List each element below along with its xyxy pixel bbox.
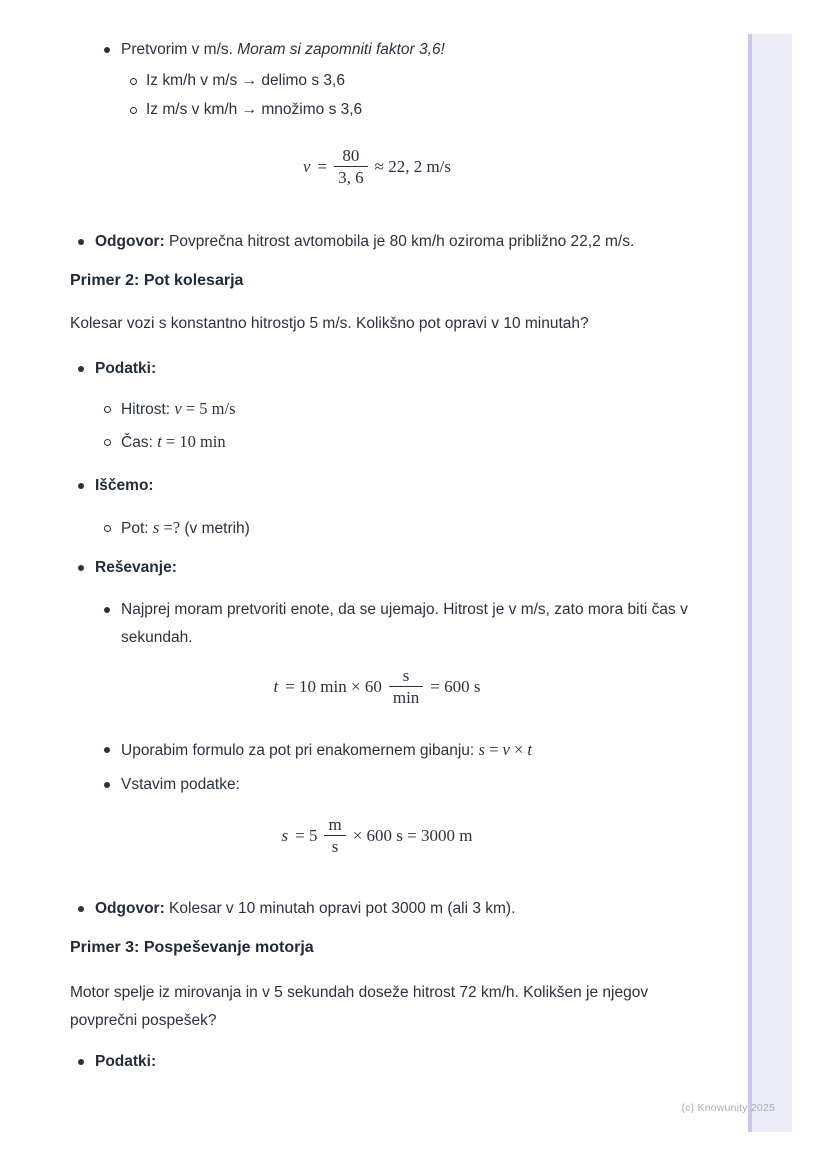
- fraction-denominator: 3, 6: [338, 168, 364, 187]
- podatki-label: Podatki:: [95, 360, 157, 377]
- resevanje-label: Reševanje:: [95, 559, 177, 576]
- pot-note: (v metrih): [180, 520, 250, 537]
- odgovor-body: Kolesar v 10 minutah opravi pot 3000 m (ali 3 km).: [164, 900, 516, 917]
- formula-result: ≈ 22, 2 m/s: [374, 156, 452, 176]
- fraction: [389, 665, 423, 708]
- section-heading-primer-3: Primer 3: Pospeševanje motorja: [70, 939, 314, 956]
- cas-label: Čas:: [121, 434, 158, 451]
- formula-result: × 600 s = 3000 m: [352, 825, 473, 845]
- list-item-step-2: [70, 736, 710, 765]
- step-3-text: Vstavim podatke:: [121, 776, 240, 793]
- pot-value: =?: [159, 518, 181, 537]
- fraction-denominator: min: [392, 688, 420, 707]
- section-heading-primer-2: Primer 2: Pot kolesarja: [70, 272, 244, 289]
- bullet-disc-icon: [78, 906, 84, 912]
- podatki-label: Podatki:: [95, 1053, 157, 1070]
- fraction-denominator: s: [331, 837, 339, 856]
- formula-var: s: [281, 825, 289, 845]
- primer-2-intro: Kolesar vozi s konstantno hitrostjo 5 m/s. Kolikšno pot opravi v 10 minutah?: [70, 315, 589, 332]
- copyright-watermark: (c) Knowunity 2025: [681, 1102, 775, 1114]
- step-2-lead: Uporabim formulo za pot pri enakomernem gibanju:: [121, 742, 479, 759]
- cas-var: t: [157, 432, 162, 451]
- formula-var: t: [273, 676, 279, 696]
- list-item-podatki-3: [70, 1048, 710, 1076]
- list-item-odgovor-1: [70, 228, 710, 256]
- document-content: [70, 0, 710, 1076]
- list-item-podatki-2: [70, 355, 710, 383]
- page-edge-decoration: [748, 34, 792, 1132]
- bullet-disc-icon: [104, 747, 110, 753]
- fraction-numerator: 80: [334, 145, 368, 167]
- list-item-pot: [70, 514, 710, 543]
- step-1-text: Najprej moram pretvoriti enote, da se ujemajo. Hitrost je v m/s, zato mora biti čas v sekundah.: [121, 601, 688, 646]
- fraction-numerator: s: [389, 665, 423, 687]
- formula-lhs: = 5: [295, 825, 318, 845]
- list-item-odgovor-2: [70, 895, 710, 923]
- odgovor-1-text: [70, 228, 710, 256]
- hitrost-var: v: [174, 399, 182, 418]
- math-var-v: v: [502, 740, 510, 759]
- bullet-disc-icon: [78, 565, 84, 571]
- resevanje-label-wrap: [70, 554, 710, 582]
- formula-result: = 600 s: [430, 676, 481, 696]
- pot-text: [70, 514, 710, 543]
- iscemo-label: Iščemo:: [95, 477, 154, 494]
- math-var-t: t: [527, 740, 533, 759]
- list-item-text: [70, 36, 710, 64]
- step-2-text: [70, 736, 710, 765]
- list-item-ms-to-kmh: [70, 96, 710, 124]
- bullet-circle-icon: [104, 406, 111, 413]
- odgovor-label: Odgovor:: [95, 900, 165, 917]
- bullet-circle-icon: [104, 525, 111, 532]
- formula-distance: [70, 814, 710, 857]
- odgovor-body: Povprečna hitrost avtomobila je 80 km/h oziroma približno 22,2 m/s.: [164, 233, 635, 250]
- list-item-pretvorim: [70, 36, 710, 64]
- list-item-kmh-to-ms: [70, 67, 710, 95]
- formula-velocity: [70, 145, 710, 188]
- list-item-step-1: [70, 596, 710, 652]
- cas-value: = 10 min: [161, 432, 226, 451]
- hitrost-value: = 5 m/s: [181, 399, 236, 418]
- pot-label: Pot:: [121, 520, 153, 537]
- bullet-circle-icon: [104, 439, 111, 446]
- list-item-cas: [70, 428, 710, 457]
- primer-3-intro: Motor spelje iz mirovanja in v 5 sekundah doseže hitrost 72 km/h. Kolikšen je njegov povprečni pospešek?: [70, 984, 649, 1029]
- math-op-times: ×: [509, 740, 528, 759]
- formula-lhs: = 10 min × 60: [285, 676, 382, 696]
- math-op-eq: =: [484, 740, 503, 759]
- podatki-label-wrap: [70, 355, 710, 383]
- formula-equals: =: [317, 156, 328, 176]
- fraction: [334, 145, 368, 188]
- bullet-disc-icon: [78, 1059, 84, 1065]
- hitrost-label: Hitrost:: [121, 401, 175, 418]
- kmh-to-ms-text: Iz km/h v m/s → delimo s 3,6: [146, 72, 345, 89]
- bullet-disc-icon: [78, 239, 84, 245]
- list-item-iscemo: [70, 472, 710, 500]
- ms-to-kmh-text: Iz m/s v km/h → množimo s 3,6: [146, 101, 363, 118]
- formula-var: v: [302, 156, 311, 176]
- odgovor-label: Odgovor:: [95, 233, 165, 250]
- pot-var: s: [152, 518, 160, 537]
- bullet-disc-icon: [104, 47, 110, 53]
- pretvorim-italic-note: Moram si zapomniti faktor 3,6!: [237, 41, 445, 58]
- list-item-step-3: [70, 771, 710, 799]
- bullet-circle-icon: [130, 107, 137, 114]
- list-item-hitrost: [70, 395, 710, 424]
- bullet-disc-icon: [78, 366, 84, 372]
- fraction-numerator: m: [324, 814, 345, 836]
- odgovor-2-text: [70, 895, 710, 923]
- math-var-s: s: [478, 740, 485, 759]
- bullet-disc-icon: [104, 607, 110, 613]
- podatki-label-wrap: [70, 1048, 710, 1076]
- iscemo-label-wrap: [70, 472, 710, 500]
- bullet-disc-icon: [104, 782, 110, 788]
- hitrost-text: [70, 395, 710, 424]
- fraction: [324, 814, 345, 857]
- bullet-disc-icon: [78, 483, 84, 489]
- list-item-resevanje: [70, 554, 710, 582]
- pretvorim-text: Pretvorim v m/s.: [121, 41, 238, 58]
- bullet-circle-icon: [130, 78, 137, 85]
- cas-text: [70, 428, 710, 457]
- formula-time: [70, 665, 710, 708]
